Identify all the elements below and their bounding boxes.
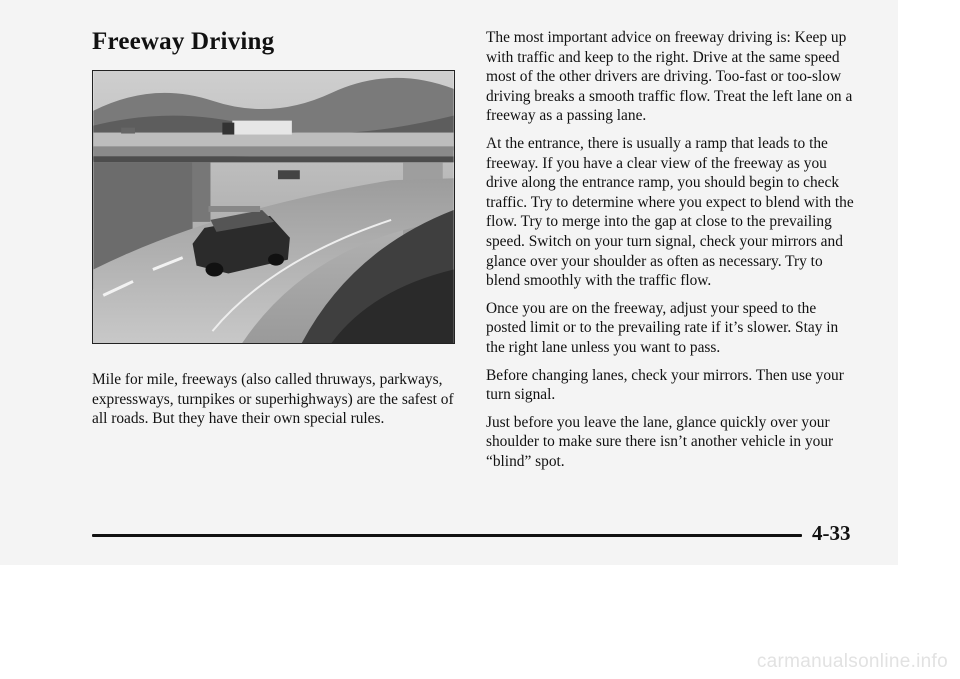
freeway-scene-image (93, 71, 454, 343)
paragraph-adjust-speed: Once you are on the freeway, adjust your speed to the posted limit or to the prevailing rate if it’s slower. Stay in the right lane unless you want to pass. (486, 299, 839, 356)
paragraph-entrance-ramp: At the entrance, there is usually a ramp that leads to the freeway. If you have a clear view of the freeway as you drive along the entrance ramp, you should begin to check traffic. Try to determine where you expect to blend with the flow. Try to merge into the gap at close to the prevailing speed. Switch on your turn signal, check your mirrors and glance over your shoulder as often as necessary. Try to blend smoothly with the traffic flow. (486, 134, 854, 290)
right-column (486, 28, 858, 479)
paragraph-blind-spot: Just before you leave the lane, glance quickly over your shoulder to make sure there isn’t another vehicle in your “blind” spot. (486, 413, 834, 470)
page-number: 4-33 (812, 521, 851, 545)
watermark-text: carmanualsonline.info (756, 651, 948, 672)
intro-paragraph: Mile for mile, freeways (also called thruways, parkways, expressways, turnpikes or superhighways) are the safest of all roads. But they have their own special rules. (92, 371, 454, 428)
page-title: Freeway Driving (92, 28, 275, 55)
paragraph-traffic-advice: The most important advice on freeway driving is: Keep up with traffic and keep to the right. Drive at the same speed most of the other drivers are driving. Too-fast or too-slow driving breaks a smooth traffic flow. Treat the left lane on a freeway as a passing lane. (486, 29, 853, 125)
freeway-illustration (92, 70, 455, 344)
paragraph-changing-lanes: Before changing lanes, check your mirrors. Then use your turn signal. (486, 366, 844, 404)
footer-rule (92, 534, 802, 537)
